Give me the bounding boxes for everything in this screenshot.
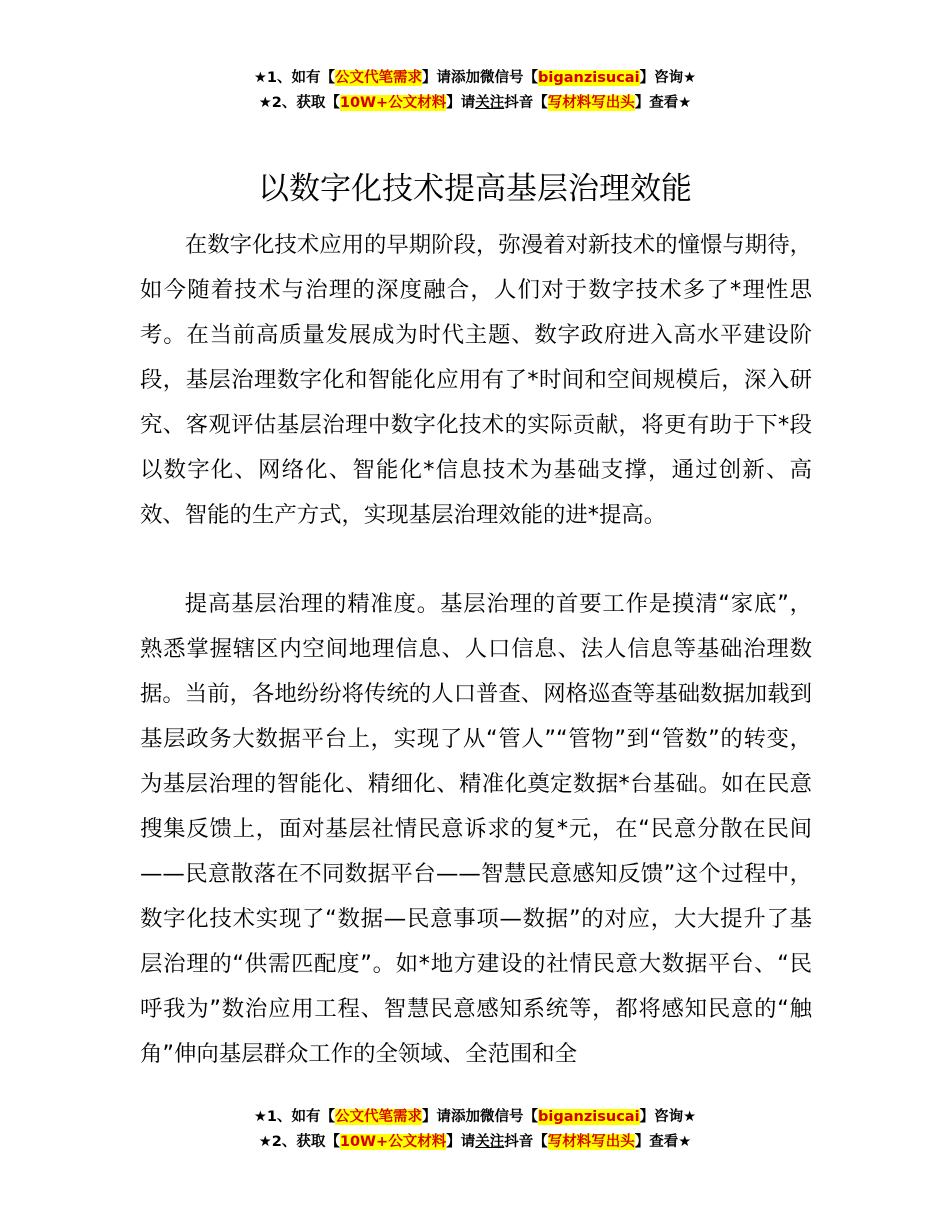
- highlight-ghostwriting: 公文代笔需求: [335, 70, 423, 86]
- banner-line-1: ★1、如有【公文代笔需求】请添加微信号【biganzisucai】咨询★: [253, 70, 697, 86]
- footer-line-1: ★1、如有【公文代笔需求】请添加微信号【biganzisucai】咨询★: [253, 1109, 697, 1125]
- highlight-materials: 10W+公文材料: [339, 95, 447, 111]
- footer-underlined-follow: 关注: [475, 1134, 505, 1150]
- footer-highlight-douyin-account: 写材料写出头: [547, 1134, 635, 1150]
- header-banner: [0, 66, 950, 116]
- footer-highlight-wechat-id: biganzisucai: [538, 1109, 640, 1125]
- paragraph-2: 提高基层治理的精准度。基层治理的首要工作是摸清“家底”，熟悉掌握辖区内空间地理信息、人口信息、法人信息等基础治理数据。当前，各地纷纷将传统的人口普查、网格巡查等基础数据加载到基层政务大数据平台上，实现了从“管人”“管物”到“管数”的转变，为基层治理的智能化、精细化、精准化奠定数据*台基础。如在民意搜集反馈上，面对基层社情民意诉求的复*元，在“民意分散在民间——民意散落在不同数据平台——智慧民意感知反馈”这个过程中，数字化技术实现了“数据—民意事项—数据”的对应，大大提升了基层治理的“供需匹配度”。如*地方建设的社情民意大数据平台、“民呼我为”数治应用工程、智慧民意感知系统等，都将感知民意的“触角”伸向基层群众工作的全领域、全范围和全: [140, 591, 812, 1067]
- underlined-follow: 关注: [475, 95, 505, 111]
- highlight-wechat-id: biganzisucai: [538, 70, 640, 86]
- footer-line-2: ★2、获取【10W+公文材料】请关注抖音【写材料写出头】查看★: [258, 1134, 692, 1150]
- footer-highlight-ghostwriting: 公文代笔需求: [335, 1109, 423, 1125]
- document-title: 以数字化技术提高基层治理效能: [258, 171, 692, 207]
- highlight-douyin-account: 写材料写出头: [547, 95, 635, 111]
- paragraph-1: 在数字化技术应用的早期阶段，弥漫着对新技术的憧憬与期待，如今随着技术与治理的深度融合，人们对于数字技术多了*理性思考。在当前高质量发展成为时代主题、数字政府进入高水平建设阶段，基层治理数字化和智能化应用有了*时间和空间规模后，深入研究、客观评估基层治理中数字化技术的实际贡献，将更有助于下*段以数字化、网络化、智能化*信息技术为基础支撑，通过创新、高效、智能的生产方式，实现基层治理效能的进*提高。: [140, 232, 812, 528]
- footer-highlight-materials: 10W+公文材料: [339, 1134, 447, 1150]
- footer-banner: [0, 1105, 950, 1155]
- banner-line-2: ★2、获取【10W+公文材料】请关注抖音【写材料写出头】查看★: [258, 95, 692, 111]
